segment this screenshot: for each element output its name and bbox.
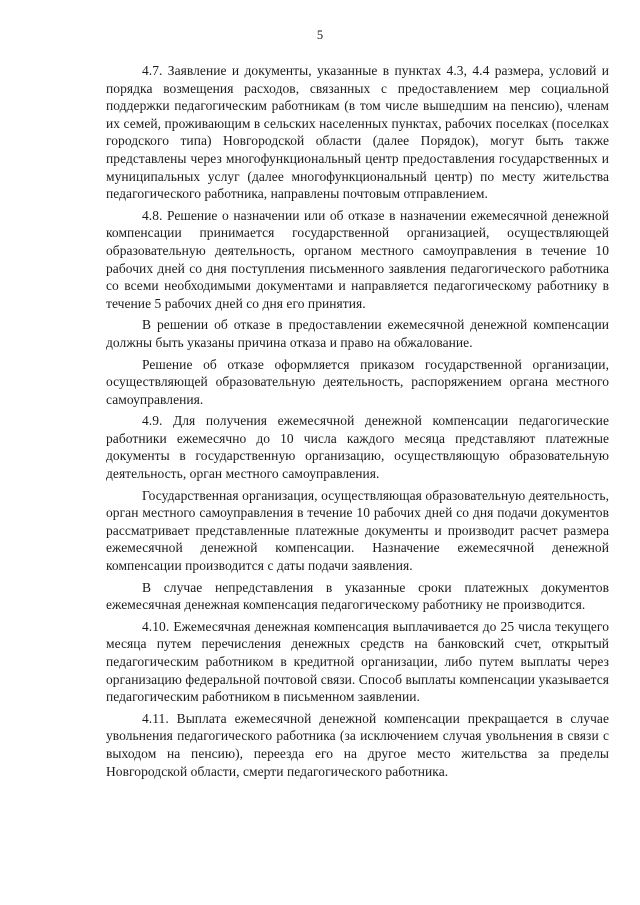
paragraph-calculation: Государственная организация, осуществляющая образовательную деятельность, орган местного самоуправления в течение 10 рабочих дней со дня подачи документов рассматривает представленные платежные документы и производит расчет размера ежемесячной денежной компенсации. Назначение ежемесячной денежной компенсации производится с даты подачи заявления. [106,487,609,574]
paragraph-4-7: 4.7. Заявление и документы, указанные в пунктах 4.3, 4.4 размера, условий и порядка возмещения расходов, связанных с предоставлением мер социальной поддержки педагогическим работникам (в том числе вышедшим на пенсию), членам их семей, проживающим в сельских населенных пунктах, рабочих поселках (поселках городского типа) Новгородской области (далее Порядок), могут быть также представлены через многофункциональный центр предоставления государственных и муниципальных услуг (далее многофункциональный центр) по месту жительства педагогического работника, направлены почтовым отправлением. [106,63,609,202]
page-number: 5 [316,28,324,42]
paragraph-refusal-reason: В решении об отказе в предоставлении ежемесячной денежной компенсации должны быть указаны причина отказа и право на обжалование. [106,317,609,350]
paragraph-4-8: 4.8. Решение о назначении или об отказе в назначении ежемесячной денежной компенсации принимается государственной организацией, осуществляющей образовательную деятельность, органом местного самоуправления в течение 10 рабочих дней со дня поступления письменного заявления педагогического работника со всеми необходимыми документами и направляется педагогическому работнику в течение 5 рабочих дней со дня его принятия. [106,207,609,311]
paragraph-4-10: 4.10. Ежемесячная денежная компенсация выплачивается до 25 числа текущего месяца путем перечисления денежных средств на банковский счет, открытый педагогическим работником в кредитной организации, либо путем выплаты через организацию федеральной почтовой связи. Способ выплаты компенсации указывается педагогическим работником в письменном заявлении. [106,618,609,705]
document-body [106,62,609,784]
paragraph-4-9: 4.9. Для получения ежемесячной денежной компенсации педагогические работники ежемесячно до 10 числа каждого месяца представляют платежные документы в государственную организацию, осуществляющую образовательную деятельность, орган местного самоуправления. [106,413,609,482]
paragraph-4-11: 4.11. Выплата ежемесячной денежной компенсации прекращается в случае увольнения педагогического работника (за исключением случая увольнения в связи с выходом на пенсию), переезда его на другое место жительства за пределы Новгородской области, смерти педагогического работника. [106,710,609,779]
paragraph-nonsubmission: В случае непредставления в указанные сроки платежных документов ежемесячная денежная компенсация педагогическому работнику не производится. [106,579,609,613]
paragraph-refusal-order: Решение об отказе оформляется приказом государственной организации, осуществляющей образовательную деятельность, распоряжением органа местного самоуправления. [106,356,609,407]
